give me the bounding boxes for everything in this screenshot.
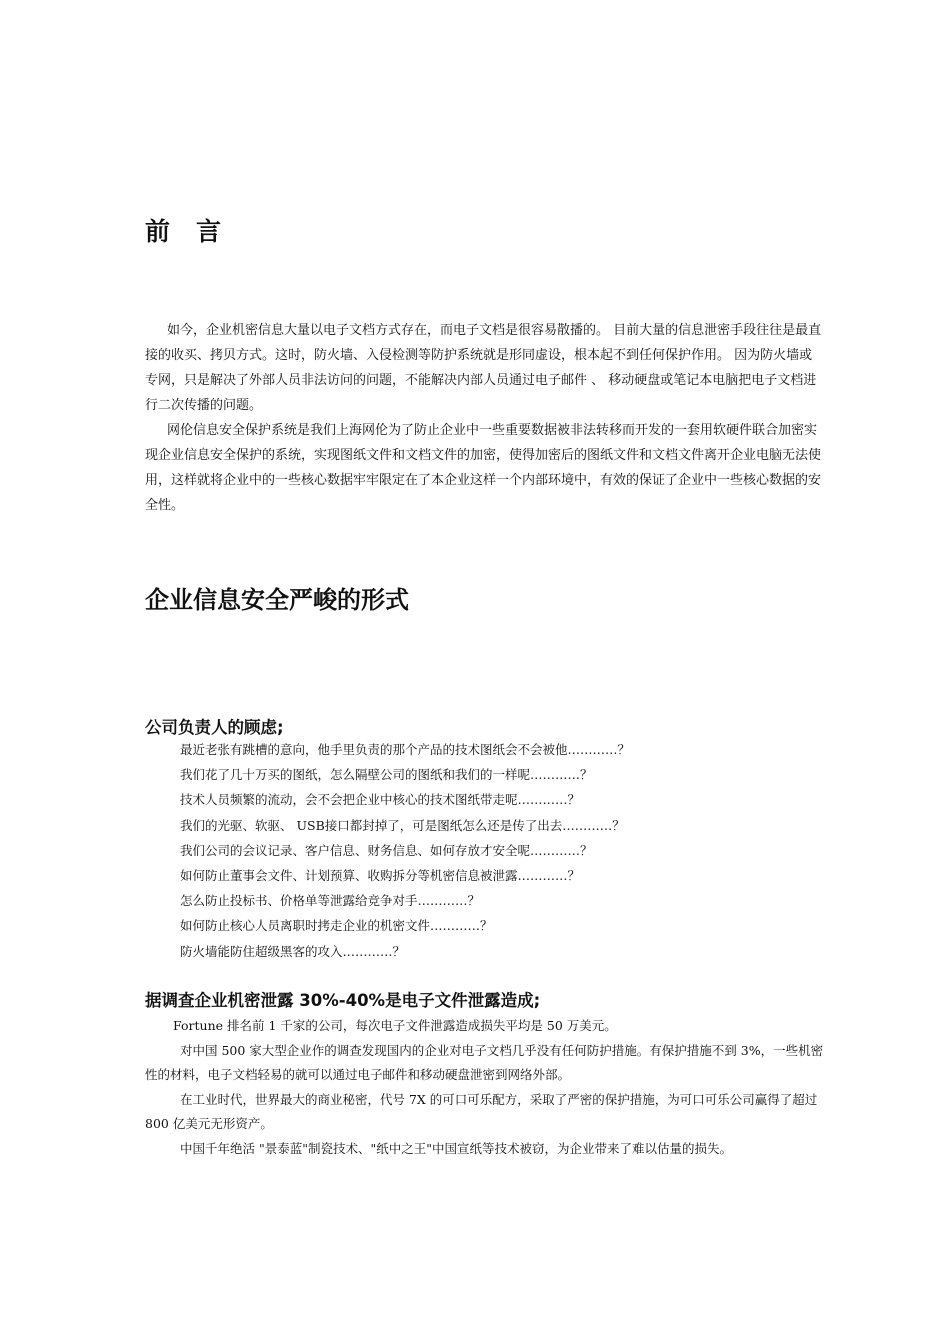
preface-paragraph-2-text: 网伦信息安全保护系统是我们上海网伦为了防止企业中一些重要数据被非法转移而开发的一套用软硬件联合加密实现企业信息安全保护的系统，实现图纸文件和文档文件的加密，使得加密后的图纸文件和文档文件离开企业电脑无法使用，这样就将企业中的一些核心数据牢牢限定在了本企业这样一个内部环境中，有效的保证了企业中一些核心数据的安全性。: [145, 423, 822, 513]
concerns-heading: 公司负责人的顾虑;: [145, 718, 284, 737]
survey-paragraph-2: 对中国 500 家大型企业作的调查发现国内的企业对电子文档几乎没有任何防护措施。有保护措施不到 3%，一些机密性的材料，电子文档轻易的就可以通过电子邮件和移动硬盘泄密到网络外部。: [145, 1042, 824, 1082]
list-item: 如何防止核心人员离职时拷走企业的机密文件…………？: [180, 918, 493, 934]
survey-heading: 据调查企业机密泄露 30%-40%是电子文件泄露造成;: [145, 991, 541, 1010]
preface-paragraph-2: [145, 418, 825, 518]
list-item: 我们花了几十万买的图纸，怎么隔壁公司的图纸和我们的一样呢…………？: [180, 767, 593, 783]
list-item: 我们公司的会议记录、客户信息、财务信息、如何存放才安全呢…………？: [180, 842, 593, 858]
list-item: 防火墙能防住超级黑客的攻入…………？: [180, 943, 406, 959]
survey-paragraph-4: 中国千年绝活 "景泰蓝"制瓷技术、"纸中之王"中国宣纸等技术被窃，为企业带来了难以估量的损失。: [180, 1140, 732, 1156]
preface-paragraph-1-text: 如今，企业机密信息大量以电子文档方式存在，而电子文档是很容易散播的。 目前大量的信息泄密手段往往是最直接的收买、拷贝方式。这时，防火墙、入侵检测等防护系统就是形同虚设，根本起不到任何保护作用。 因为防火墙或专网，只是解决了外部人员非法访问的问题，不能解决内部人员通过电子邮件 、 移动硬盘或笔记本电脑把电子文档进行二次传播的问题。: [145, 323, 822, 413]
survey-paragraph-1: Fortune 排名前 1 千家的公司，每次电子文件泄露造成损失平均是 50 万美元。: [173, 1018, 617, 1033]
list-item: 技术人员频繁的流动，会不会把企业中核心的技术图纸带走呢…………？: [180, 792, 581, 808]
concerns-list: [180, 737, 630, 964]
list-item: 我们的光驱、软驱、 USB接口都封掉了，可是图纸怎么还是传了出去…………？: [180, 817, 625, 833]
survey-paragraph-3: 在工业时代，世界最大的商业秘密，代号 7X 的可口可乐配方，采取了严密的保护措施，为可口可乐公司赢得了超过 800 亿美元无形资产。: [145, 1091, 818, 1131]
list-item: 最近老张有跳槽的意向，他手里负责的那个产品的技术图纸会不会被他…………？: [180, 742, 631, 757]
preface-paragraph-1: [145, 318, 825, 418]
survey-body: [145, 1014, 825, 1161]
situation-title: 企业信息安全严峻的形式: [145, 586, 409, 614]
preface-title: 前言: [145, 217, 248, 246]
list-item: 怎么防止投标书、价格单等泄露给竞争对手…………？: [180, 893, 481, 909]
list-item: 如何防止董事会文件、计划预算、收购拆分等机密信息被泄露…………？: [180, 868, 581, 884]
